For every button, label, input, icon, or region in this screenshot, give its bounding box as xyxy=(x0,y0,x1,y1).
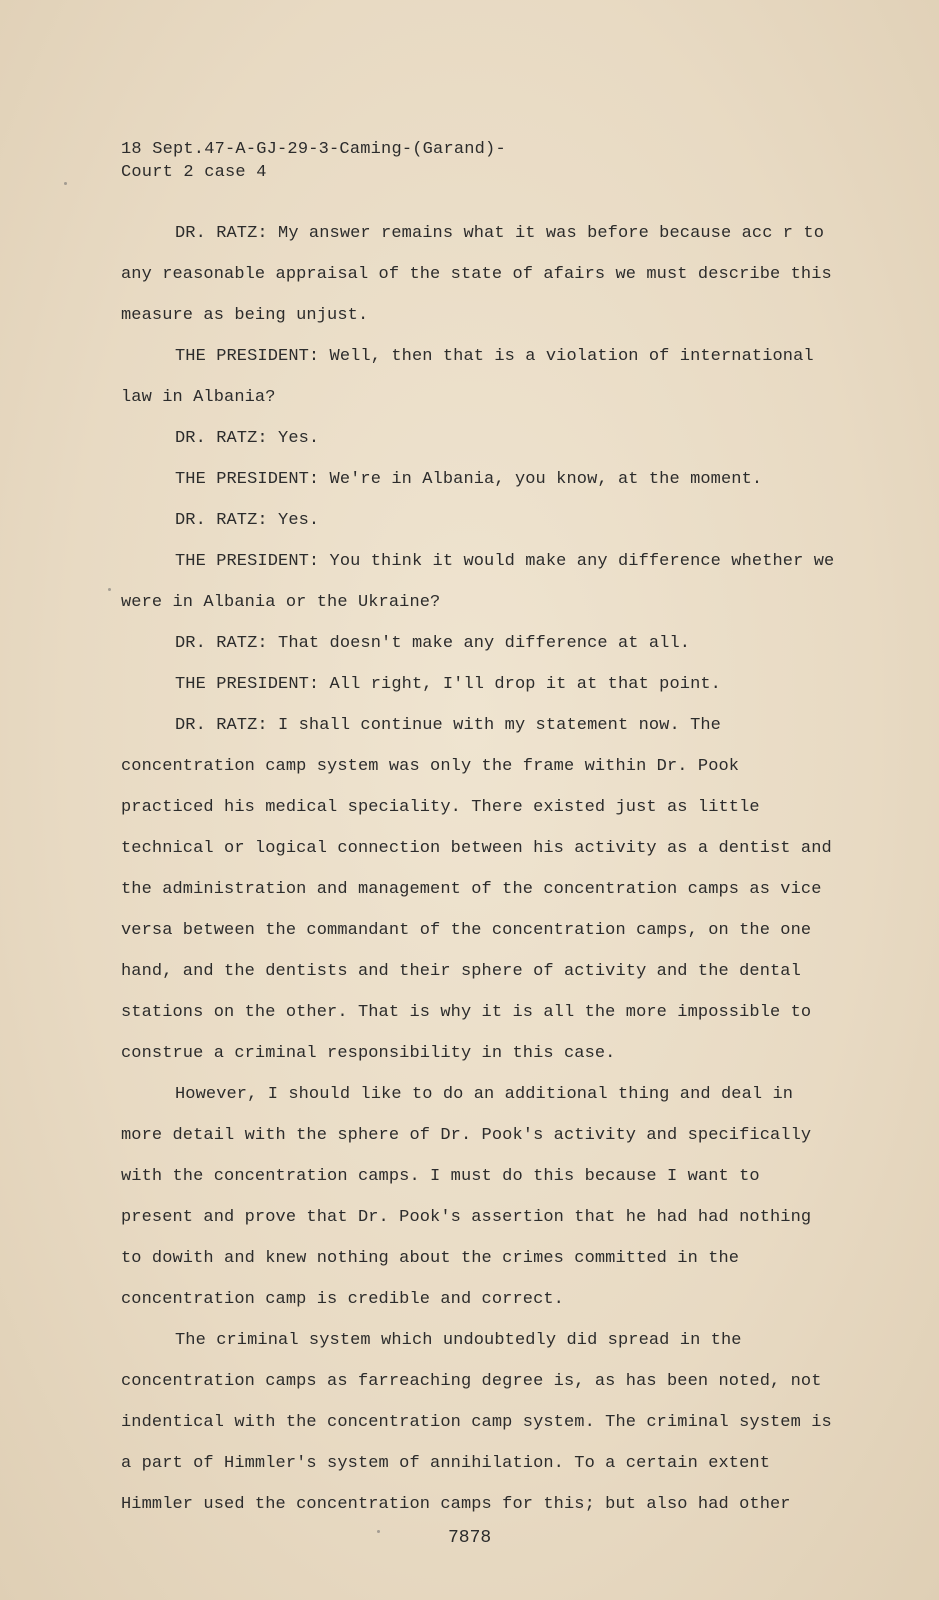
page-number: 7878 xyxy=(448,1528,492,1548)
transcript-paragraph: DR. RATZ: That doesn't make any difference at all. xyxy=(175,634,691,653)
transcript-paragraph: DR. RATZ: I shall continue with my statement now. The concentration camp system was only the frame within Dr. Pook practiced his medical speciality. There existed just as little technical or logical connection between his activity as a dentist and the administration and management of the concentration camps as vice versa between the commandant of the concentration camps, on the one hand, and the dentists and their sphere of activity and the dental stations on the other. That is why it is all the more impossible to construe a criminal responsibility in this case. xyxy=(121,716,832,1063)
transcript-paragraph: DR. RATZ: Yes. xyxy=(175,511,320,530)
paper-speck xyxy=(64,182,67,185)
transcript-paragraph: THE PRESIDENT: All right, I'll drop it at that point. xyxy=(175,675,721,694)
transcript-paragraph: However, I should like to do an additional thing and deal in more detail with the sphere of Dr. Pook's activity and specifically with the concentration camps. I must do this because I want to present and prove that Dr. Pook's assertion that he had had nothing to dowith and knew nothing about the crimes committed in the concentration camp is credible and correct. xyxy=(121,1085,812,1309)
transcript-paragraph: The criminal system which undoubtedly did spread in the concentration camps as farreaching degree is, as has been noted, not indentical with the concentration camp system. The criminal system is a part of Himmler's system of annihilation. To a certain extent Himmler used the concentration camps for this; but also had other xyxy=(121,1331,832,1514)
document-header xyxy=(121,138,506,184)
transcript-paragraph: DR. RATZ: Yes. xyxy=(175,429,320,448)
transcript-paragraph: DR. RATZ: My answer remains what it was before because acc r to any reasonable appraisal of the state of afairs we must describe this measure as being unjust. xyxy=(121,224,832,325)
paper-speck xyxy=(377,1530,380,1533)
transcript-paragraph: THE PRESIDENT: Well, then that is a violation of international law in Albania? xyxy=(121,347,814,407)
header-line-1: 18 Sept.47-A-GJ-29-3-Caming-(Garand)- xyxy=(121,140,506,159)
transcript-body xyxy=(121,213,841,1525)
header-line-2: Court 2 case 4 xyxy=(121,163,267,182)
paper-speck xyxy=(108,588,111,591)
transcript-paragraph: THE PRESIDENT: You think it would make any difference whether we were in Albania or the Ukraine? xyxy=(121,552,835,612)
transcript-paragraph: THE PRESIDENT: We're in Albania, you know, at the moment. xyxy=(175,470,763,489)
